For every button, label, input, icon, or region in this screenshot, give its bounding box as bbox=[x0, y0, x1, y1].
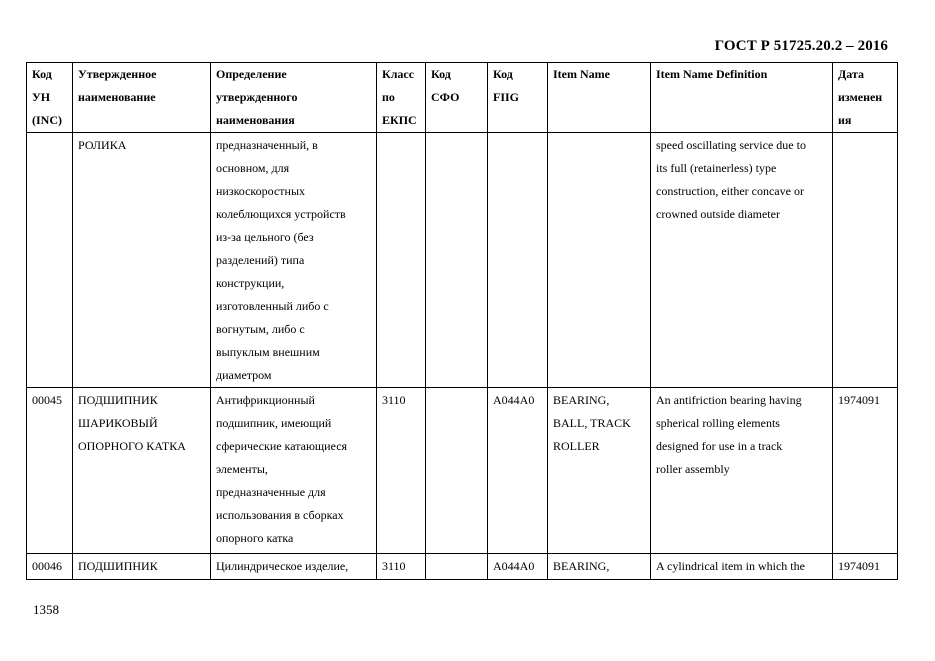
cell-sfo-code bbox=[426, 133, 488, 388]
cell-item-name-definition: An antifriction bearing having spherical rolling elements designed for use in a track roller assembly bbox=[651, 388, 833, 554]
cell-change-date: 1974091 bbox=[833, 554, 898, 580]
cell-item-name: BEARING, bbox=[548, 554, 651, 580]
cell-inc bbox=[27, 133, 73, 388]
cell-approved-name: ПОДШИПНИК ШАРИКОВЫЙ ОПОРНОГО КАТКА bbox=[73, 388, 211, 554]
table-header-row bbox=[27, 63, 898, 133]
cell-fiig-code: A044A0 bbox=[488, 388, 548, 554]
cell-item-name-definition: A cylindrical item in which the bbox=[651, 554, 833, 580]
cell-inc: 00046 bbox=[27, 554, 73, 580]
table-row bbox=[27, 554, 898, 580]
header-sfo-code: Код СФО bbox=[426, 63, 488, 133]
table-row bbox=[27, 388, 898, 554]
header-inc: Код УН (INC) bbox=[27, 63, 73, 133]
cell-item-name bbox=[548, 133, 651, 388]
cell-sfo-code bbox=[426, 388, 488, 554]
cell-ekps-class: 3110 bbox=[377, 388, 426, 554]
cell-inc: 00045 bbox=[27, 388, 73, 554]
cell-definition: предназначенный, в основном, для низкоскоростных колеблющихся устройств из-за цельного (без разделений) типа конструкции, изготовленный либо с вогнутым, либо с выпуклым внешним диаметром bbox=[211, 133, 377, 388]
cell-approved-name: ПОДШИПНИК bbox=[73, 554, 211, 580]
cell-item-name: BEARING, BALL, TRACK ROLLER bbox=[548, 388, 651, 554]
cell-fiig-code: A044A0 bbox=[488, 554, 548, 580]
header-fiig-code: Код FIIG bbox=[488, 63, 548, 133]
header-definition: Определение утвержденного наименования bbox=[211, 63, 377, 133]
cell-approved-name: РОЛИКА bbox=[73, 133, 211, 388]
cell-change-date bbox=[833, 133, 898, 388]
cell-definition: Антифрикционный подшипник, имеющий сферические катающиеся элементы, предназначенные для использования в сборках опорного катка bbox=[211, 388, 377, 554]
cell-fiig-code bbox=[488, 133, 548, 388]
header-item-name-definition: Item Name Definition bbox=[651, 63, 833, 133]
cell-sfo-code bbox=[426, 554, 488, 580]
cell-ekps-class bbox=[377, 133, 426, 388]
header-approved-name: Утвержденное наименование bbox=[73, 63, 211, 133]
table-row bbox=[27, 133, 898, 388]
registry-table bbox=[26, 62, 898, 580]
page-number: 1358 bbox=[33, 602, 59, 617]
header-ekps-class: Класс по ЕКПС bbox=[377, 63, 426, 133]
document-standard-title: ГОСТ Р 51725.20.2 – 2016 bbox=[714, 38, 888, 54]
cell-item-name-definition: speed oscillating service due to its full (retainerless) type construction, either concave or crowned outside diameter bbox=[651, 133, 833, 388]
cell-change-date: 1974091 bbox=[833, 388, 898, 554]
header-change-date: Дата изменен ия bbox=[833, 63, 898, 133]
cell-definition: Цилиндрическое изделие, bbox=[211, 554, 377, 580]
header-item-name: Item Name bbox=[548, 63, 651, 133]
cell-ekps-class: 3110 bbox=[377, 554, 426, 580]
